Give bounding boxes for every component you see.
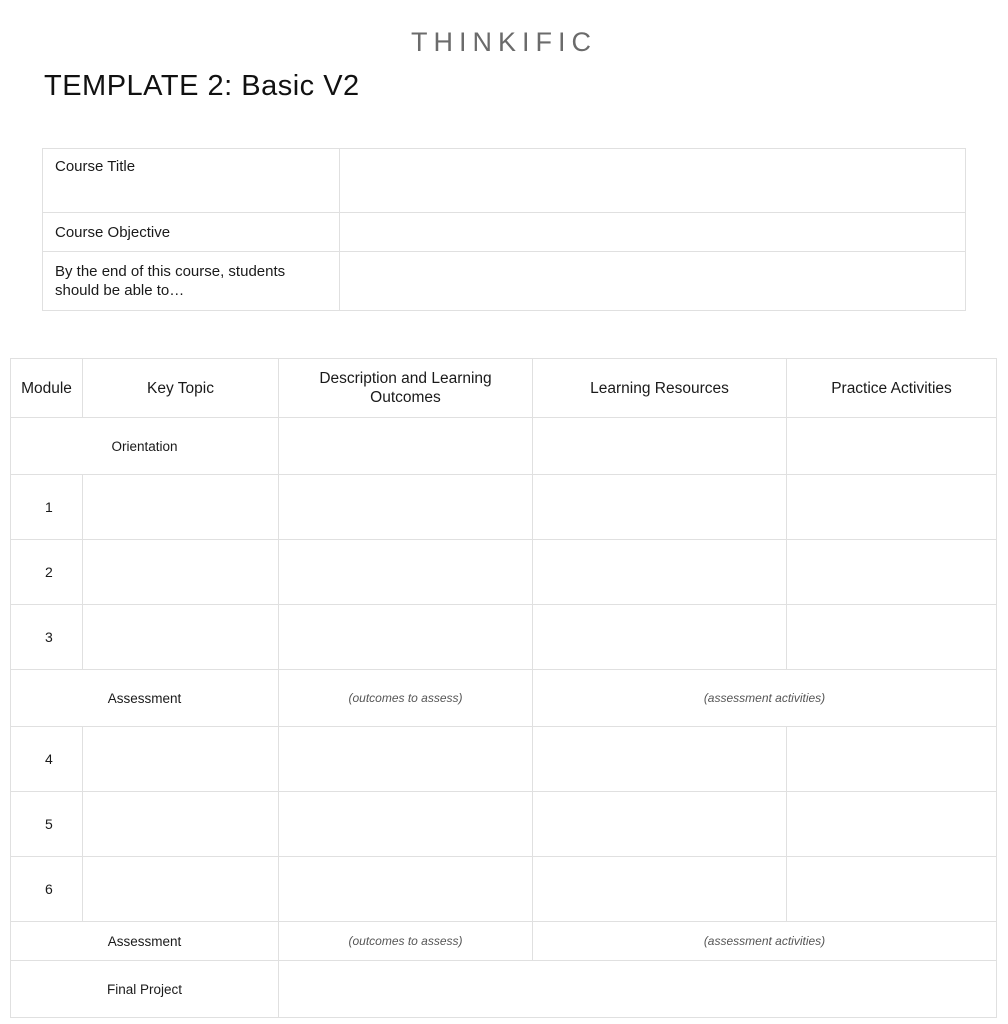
orientation-resources-cell[interactable]: [533, 418, 787, 475]
description-cell[interactable]: [279, 605, 533, 670]
outcomes-note: (outcomes to assess): [279, 922, 533, 961]
header-learning-resources: Learning Resources: [533, 359, 787, 418]
orientation-description-cell[interactable]: [279, 418, 533, 475]
plan-header-row: [11, 359, 997, 418]
learning-goals-row: [43, 252, 966, 311]
course-objective-label: Course Objective: [43, 213, 340, 252]
assessment-label: Assessment: [11, 670, 279, 727]
resources-cell[interactable]: [533, 792, 787, 857]
key-topic-cell[interactable]: [83, 540, 279, 605]
course-info-table: [42, 148, 966, 311]
learning-goals-field[interactable]: [340, 252, 966, 311]
course-title-label: Course Title: [43, 149, 340, 213]
course-title-field[interactable]: [340, 149, 966, 213]
module-number: 4: [11, 727, 83, 792]
module-row-2: [11, 540, 997, 605]
course-title-row: [43, 149, 966, 213]
header-description: Description and Learning Outcomes: [279, 359, 533, 418]
final-project-cell[interactable]: [279, 961, 997, 1018]
description-cell[interactable]: [279, 475, 533, 540]
header-key-topic: Key Topic: [83, 359, 279, 418]
final-project-label: Final Project: [11, 961, 279, 1018]
module-row-4: [11, 727, 997, 792]
assessment-row-2: [11, 922, 997, 961]
module-number: 3: [11, 605, 83, 670]
module-number: 2: [11, 540, 83, 605]
course-objective-row: [43, 213, 966, 252]
module-number: 1: [11, 475, 83, 540]
module-row-5: [11, 792, 997, 857]
key-topic-cell[interactable]: [83, 727, 279, 792]
module-row-3: [11, 605, 997, 670]
orientation-practice-cell[interactable]: [787, 418, 997, 475]
outcomes-note: (outcomes to assess): [279, 670, 533, 727]
module-row-1: [11, 475, 997, 540]
header-module: Module: [11, 359, 83, 418]
practice-cell[interactable]: [787, 475, 997, 540]
practice-cell[interactable]: [787, 857, 997, 922]
practice-cell[interactable]: [787, 605, 997, 670]
final-project-row: [11, 961, 997, 1018]
orientation-row: [11, 418, 997, 475]
key-topic-cell[interactable]: [83, 605, 279, 670]
description-cell[interactable]: [279, 540, 533, 605]
practice-cell[interactable]: [787, 540, 997, 605]
key-topic-cell[interactable]: [83, 857, 279, 922]
resources-cell[interactable]: [533, 727, 787, 792]
resources-cell[interactable]: [533, 475, 787, 540]
assessment-label: Assessment: [11, 922, 279, 961]
practice-cell[interactable]: [787, 792, 997, 857]
key-topic-cell[interactable]: [83, 475, 279, 540]
activities-note: (assessment activities): [533, 922, 997, 961]
description-cell[interactable]: [279, 792, 533, 857]
brand-logo: THINKIFIC: [411, 27, 597, 57]
header-practice-activities: Practice Activities: [787, 359, 997, 418]
module-number: 6: [11, 857, 83, 922]
course-plan-table: [10, 358, 997, 1018]
orientation-label: Orientation: [11, 418, 279, 475]
assessment-row-1: [11, 670, 997, 727]
resources-cell[interactable]: [533, 540, 787, 605]
resources-cell[interactable]: [533, 857, 787, 922]
course-objective-field[interactable]: [340, 213, 966, 252]
resources-cell[interactable]: [533, 605, 787, 670]
learning-goals-label: By the end of this course, students should be able to…: [43, 252, 340, 311]
description-cell[interactable]: [279, 727, 533, 792]
key-topic-cell[interactable]: [83, 792, 279, 857]
page-title: TEMPLATE 2: Basic V2: [44, 70, 360, 102]
module-row-6: [11, 857, 997, 922]
activities-note: (assessment activities): [533, 670, 997, 727]
practice-cell[interactable]: [787, 727, 997, 792]
description-cell[interactable]: [279, 857, 533, 922]
module-number: 5: [11, 792, 83, 857]
